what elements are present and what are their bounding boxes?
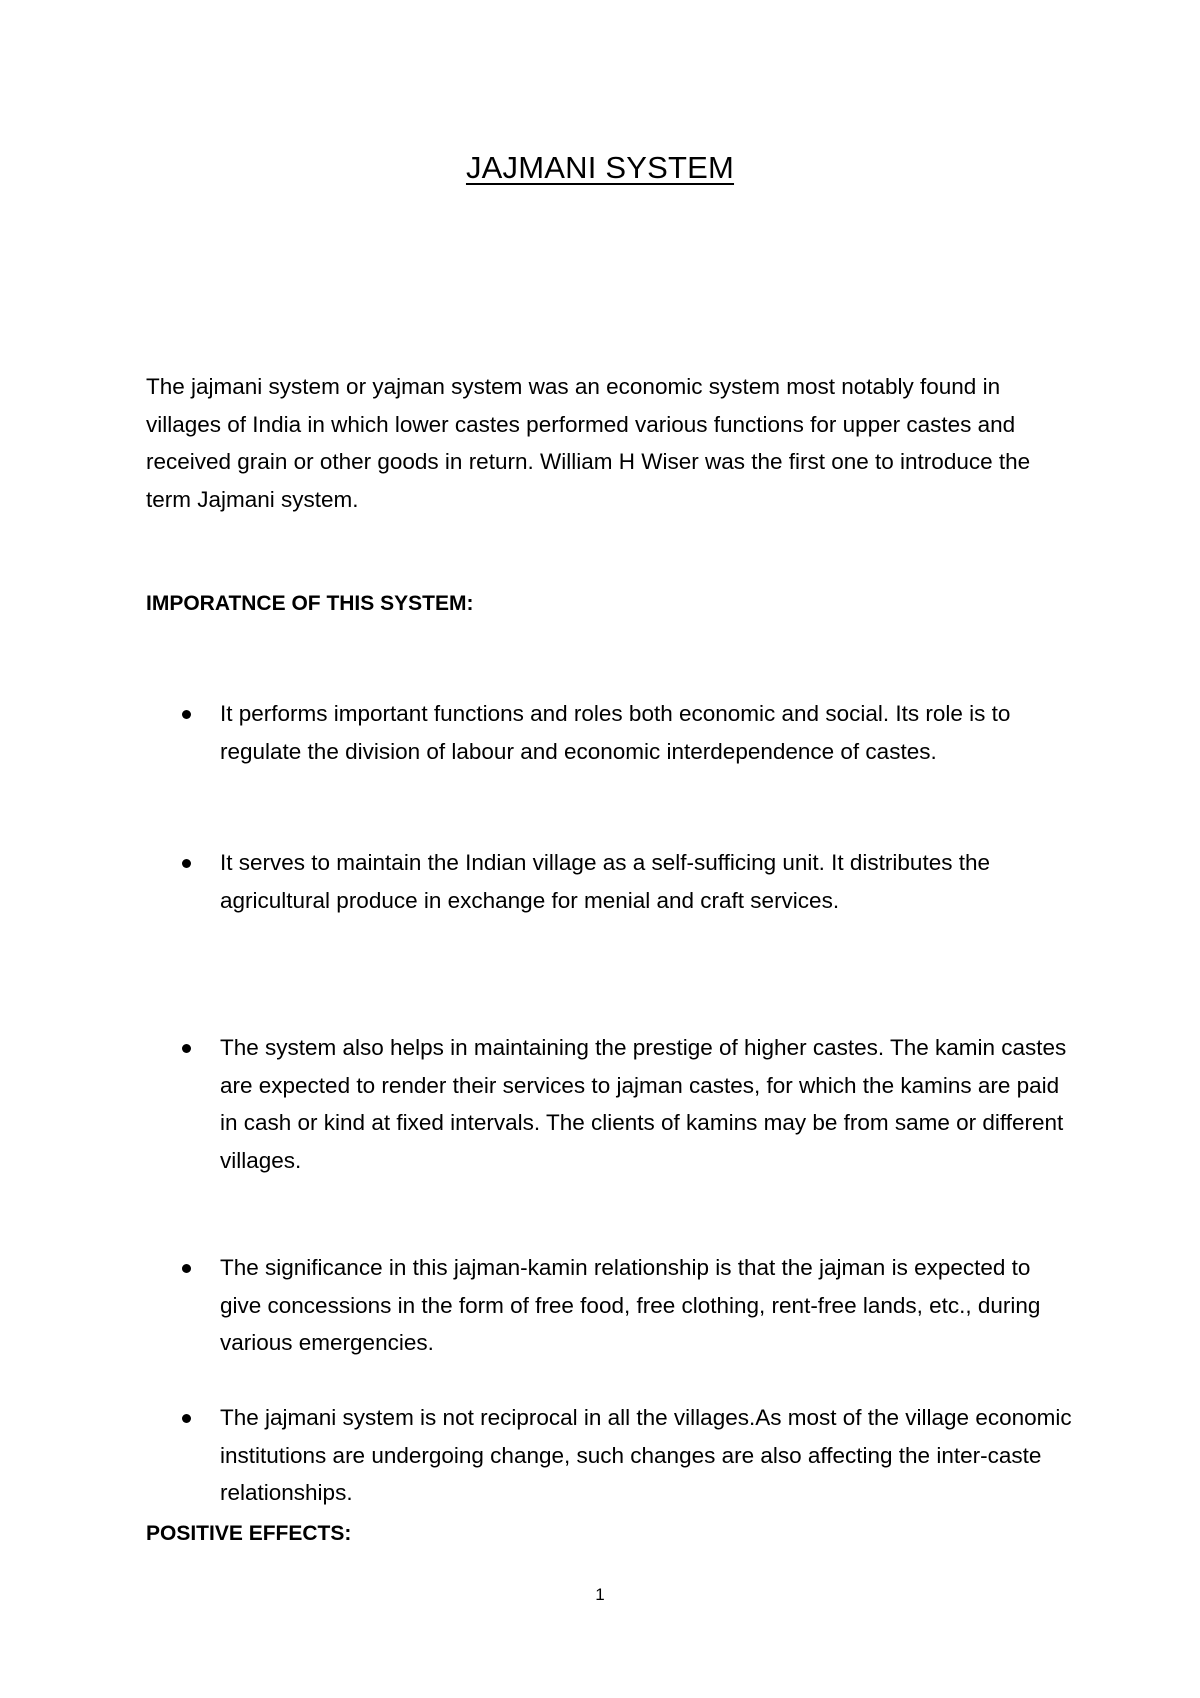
list-item (182, 844, 1072, 919)
list-item-text: The jajmani system is not reciprocal in all the villages.As most of the village economic institutions are undergoing change, such changes are also affecting the inter-caste relationships. (220, 1405, 1072, 1505)
list-item-text: It performs important functions and roles both economic and social. Its role is to regulate the division of labour and economic interdependence of castes. (220, 701, 1011, 764)
list-item (182, 1249, 1072, 1362)
list-item-text: The significance in this jajman-kamin relationship is that the jajman is expected to give concessions in the form of free food, free clothing, rent-free lands, etc., during various emergencies. (220, 1255, 1041, 1355)
list-item (182, 1029, 1072, 1179)
intro-paragraph: The jajmani system or yajman system was an economic system most notably found in villages of India in which lower castes performed various functions for upper castes and received grain or other goods in return. William H Wiser was the first one to introduce the term Jajmani system. (146, 374, 1031, 512)
list-item-text: The system also helps in maintaining the prestige of higher castes. The kamin castes are expected to render their services to jajman castes, for which the kamins are paid in cash or kind at fixed intervals. The clients of kamins may be from same or different villages. (220, 1035, 1067, 1173)
page-number: 1 (595, 1585, 605, 1604)
importance-heading: IMPORATNCE OF THIS SYSTEM: (146, 592, 474, 615)
list-item (182, 695, 1072, 770)
bullet-icon (182, 859, 191, 868)
positive-effects-heading: POSITIVE EFFECTS: (146, 1522, 352, 1545)
bullet-icon (182, 1044, 191, 1053)
bullet-icon (182, 1414, 191, 1423)
document-title-text: JAJMANI SYSTEM (465, 150, 735, 185)
list-item-text: It serves to maintain the Indian village as a self-sufficing unit. It distributes the agricultural produce in exchange for menial and craft services. (220, 850, 990, 913)
list-item (182, 1399, 1072, 1512)
bullet-icon (182, 710, 191, 719)
bullet-icon (182, 1264, 191, 1273)
